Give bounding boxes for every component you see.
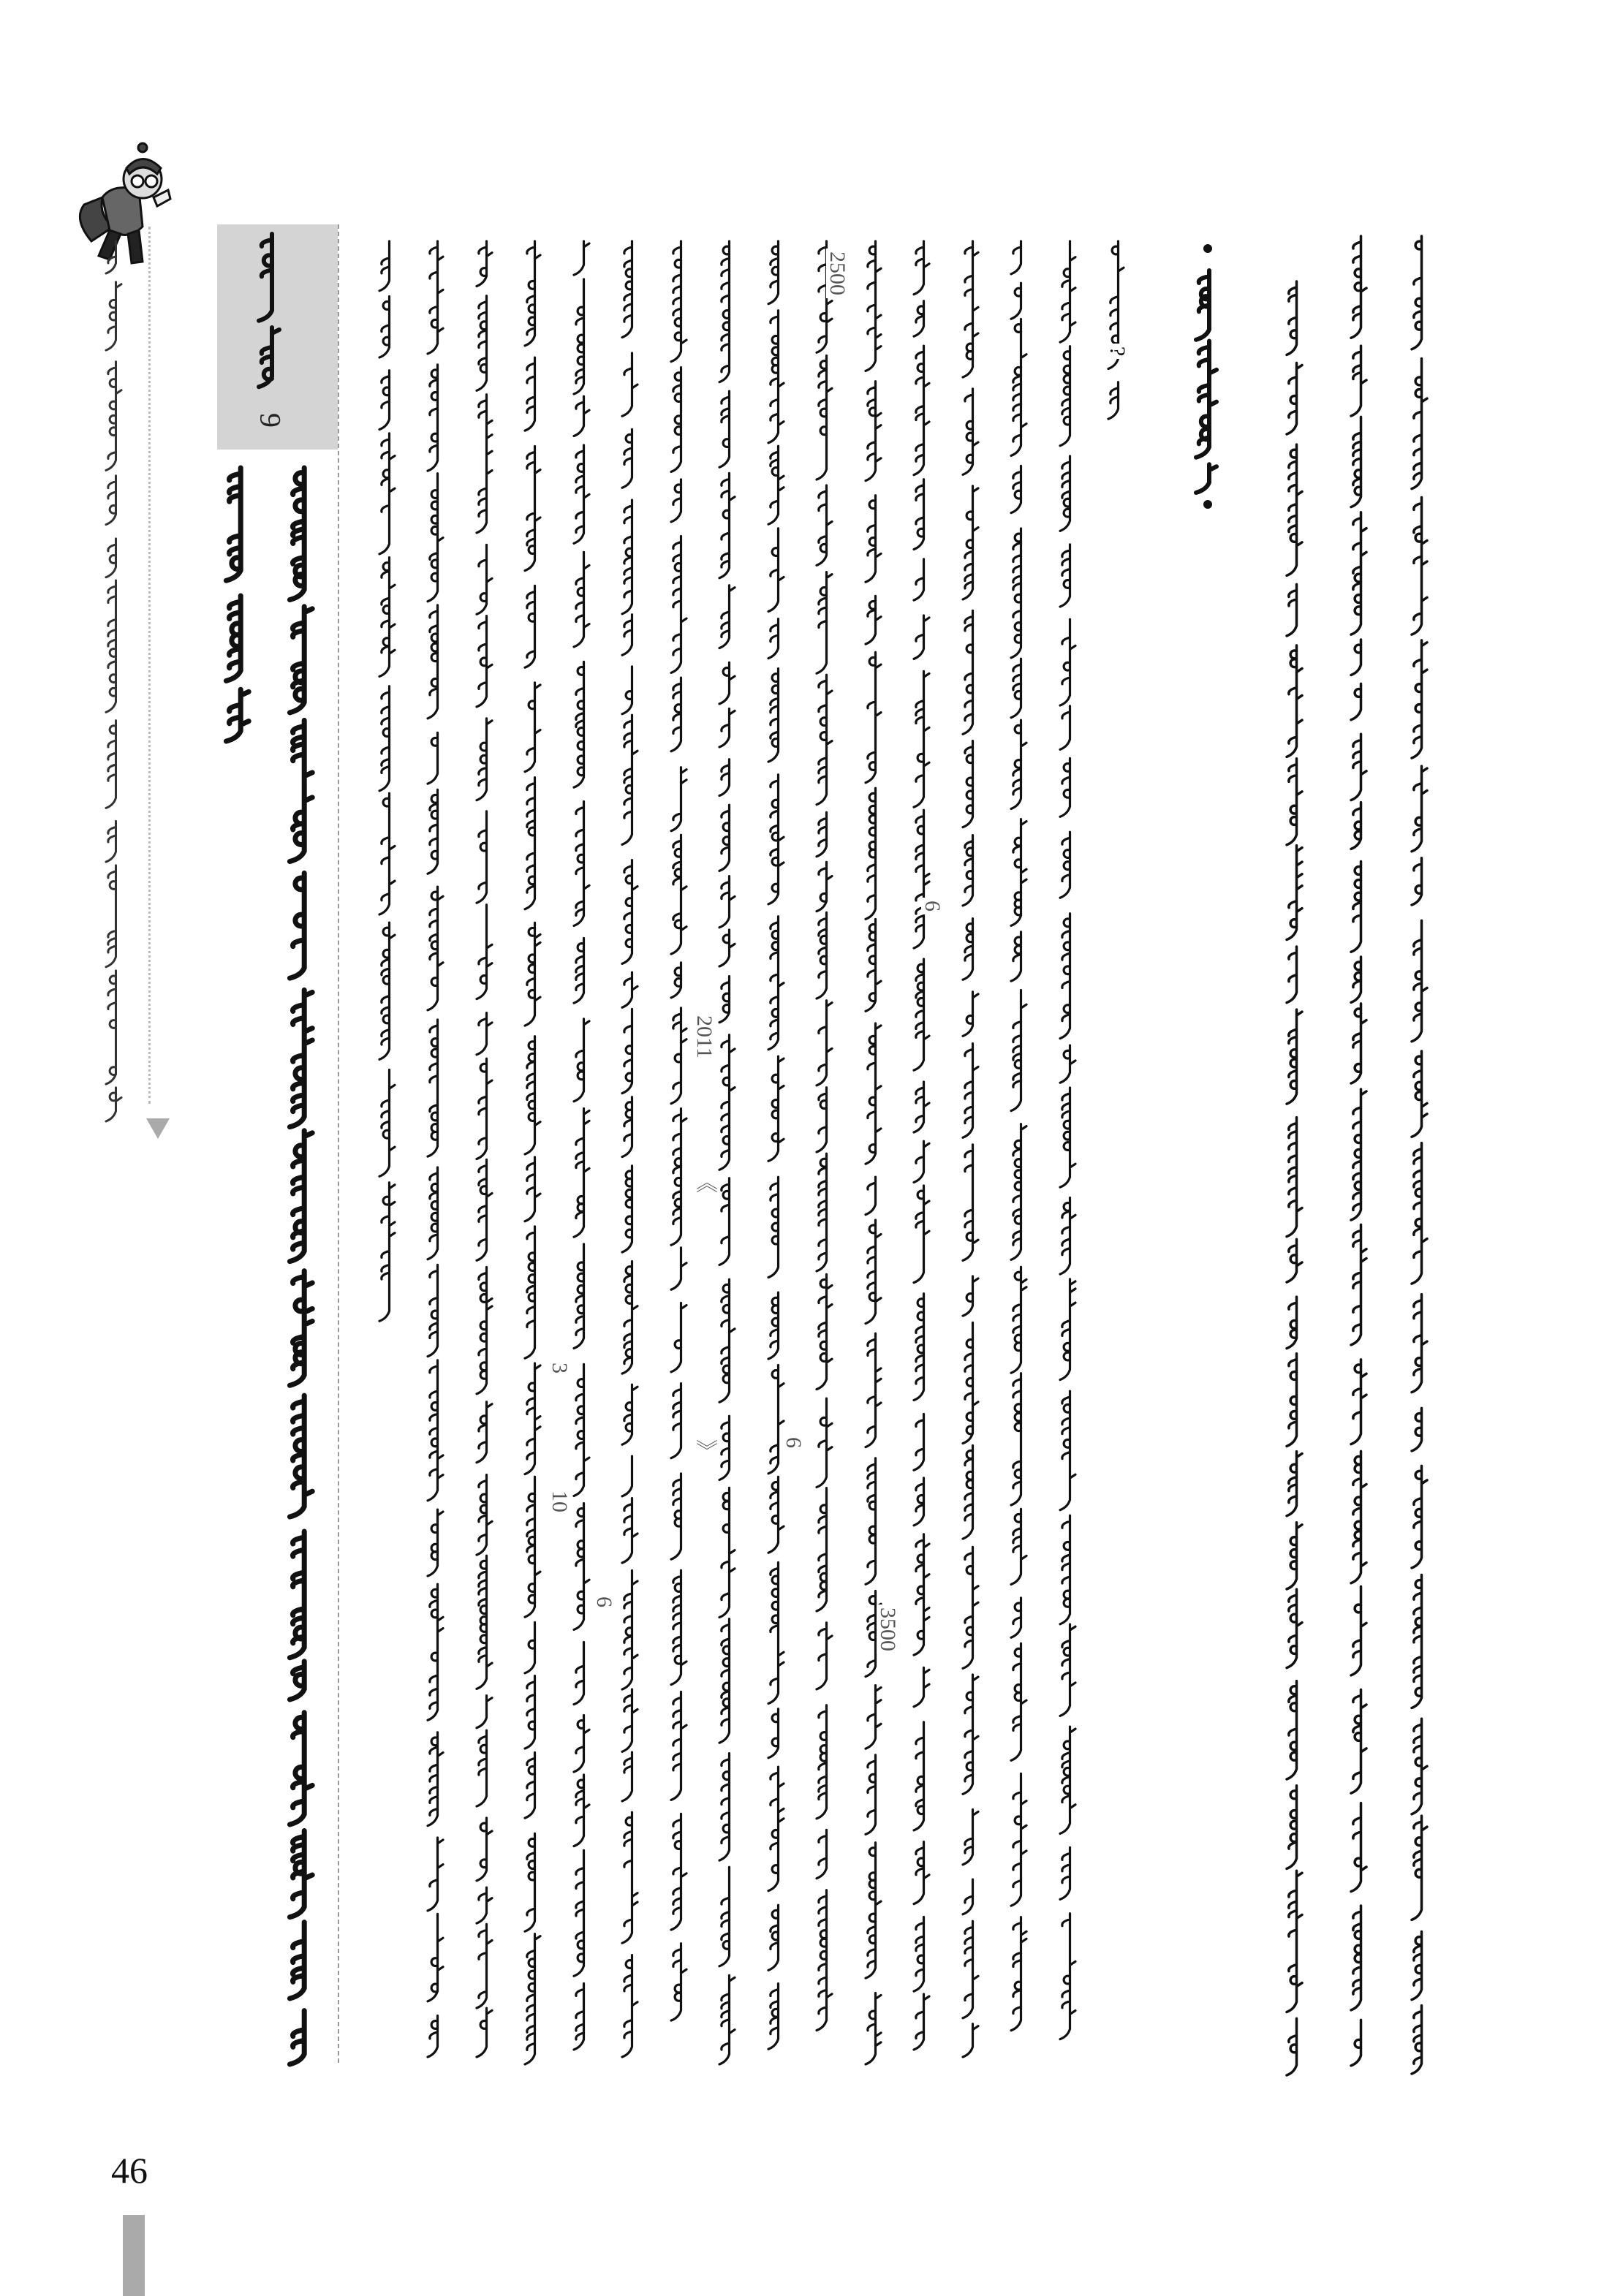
script-glyphs — [766, 241, 788, 2047]
script-glyphs — [223, 468, 255, 731]
number-2500: 2500 — [826, 249, 848, 298]
title-dashed-rule — [338, 224, 339, 2063]
script-glyphs — [377, 241, 399, 1323]
script-glyphs — [1106, 241, 1128, 431]
text-column — [814, 241, 836, 2039]
script-glyphs — [1058, 241, 1080, 2054]
text-column — [669, 241, 691, 2047]
script-glyphs — [474, 241, 496, 2047]
bullet-dot — [1203, 500, 1212, 509]
text-column — [1106, 241, 1128, 431]
script-glyphs — [1349, 236, 1371, 2064]
text-column — [1009, 241, 1031, 2047]
bullet-dot — [1203, 244, 1212, 253]
header-dotted-rule — [148, 227, 151, 1104]
text-column — [1058, 241, 1080, 2054]
text-column — [863, 241, 885, 2054]
script-glyphs — [912, 241, 934, 2039]
triangle-marker-icon — [146, 1118, 170, 1139]
script-glyphs — [620, 241, 642, 2047]
text-column — [717, 241, 739, 2054]
script-glyphs — [961, 241, 983, 2047]
number-3500: 3500 — [877, 1604, 898, 1654]
number-10: 10 — [548, 1488, 570, 1515]
section-title-line-1 — [287, 468, 319, 2054]
script-glyphs — [1193, 270, 1222, 482]
text-column — [1410, 236, 1431, 2064]
script-glyphs — [523, 241, 545, 2054]
number-6: 6 — [921, 898, 943, 914]
script-glyphs — [572, 241, 594, 2039]
text-column — [425, 241, 447, 2047]
section-title-line-2 — [223, 468, 255, 731]
script-glyphs — [717, 241, 739, 2054]
text-column — [1349, 236, 1371, 2064]
text-column — [474, 241, 496, 2047]
script-glyphs — [814, 241, 836, 2039]
text-column — [961, 241, 983, 2047]
question-mark: ? — [1106, 344, 1128, 359]
page-edge-bar — [123, 2215, 145, 2296]
script-glyphs — [1410, 236, 1431, 2064]
script-glyphs — [287, 468, 319, 2054]
script-glyphs — [256, 234, 285, 402]
script-glyphs — [1009, 241, 1031, 2047]
quote-close: 》 — [693, 1436, 715, 1464]
number-6: 6 — [782, 1434, 804, 1451]
number-2011: 2011 — [693, 1012, 715, 1061]
script-glyphs — [863, 241, 885, 2054]
number-3: 3 — [548, 1360, 570, 1376]
text-column — [766, 241, 788, 2047]
running-header — [104, 241, 126, 1111]
text-column — [523, 241, 545, 2054]
section-label — [256, 234, 285, 402]
subheading — [1193, 270, 1222, 482]
script-glyphs — [425, 241, 447, 2047]
quote-open: 《 — [693, 1168, 715, 1196]
script-glyphs — [104, 241, 126, 1111]
section-number: 9 — [254, 413, 287, 428]
text-column — [912, 241, 934, 2039]
text-column — [377, 241, 399, 1323]
page-number: 46 — [111, 2150, 148, 2191]
text-column — [620, 241, 642, 2047]
number-6: 6 — [593, 1594, 615, 1610]
text-column — [572, 241, 594, 2039]
script-glyphs — [1285, 281, 1306, 2065]
script-glyphs — [669, 241, 691, 2047]
text-column — [1285, 281, 1306, 2065]
